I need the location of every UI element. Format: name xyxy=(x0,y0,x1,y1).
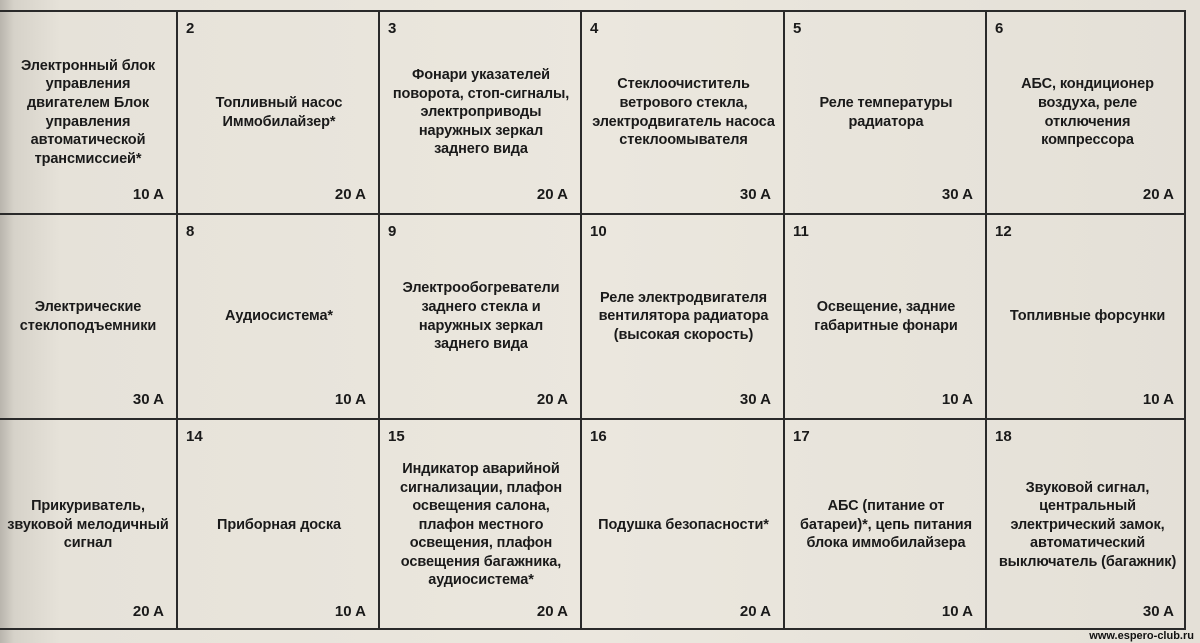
fuse-cell-1 xyxy=(0,10,176,213)
fuse-cell-7 xyxy=(0,213,176,418)
fuse-cell-15 xyxy=(378,418,580,630)
fuse-rating: 10 A xyxy=(334,391,366,408)
fuse-cell-3 xyxy=(378,10,580,213)
watermark: www.espero-club.ru xyxy=(1089,630,1194,642)
fuse-description: Топливный насос Иммобилайзер* xyxy=(215,94,343,130)
fuse-number: 10 xyxy=(590,223,607,240)
fuse-description: Реле температуры радиатора xyxy=(819,94,953,130)
fuse-description: Реле электродвигателя вентилятора радиатора (высокая скорость) xyxy=(598,289,769,343)
fuse-rating: 20 A xyxy=(739,603,771,620)
fuse-description: Фонари указателей поворота, стоп-сигналы, электроприводы наружных зеркал заднего вида xyxy=(392,67,570,158)
fuse-cell-9 xyxy=(378,213,580,418)
fuse-rating: 20 A xyxy=(132,603,164,620)
fuse-cell-13 xyxy=(0,418,176,630)
fuse-description: Звуковой сигнал, центральный электрический замок, автоматический выключатель (багажник) xyxy=(998,479,1177,570)
fuse-rating: 30 A xyxy=(739,186,771,203)
fuse-rating: 20 A xyxy=(536,603,568,620)
fuse-description: Индикатор аварийной сигнализации, плафон освещения салона, плафон местного освещения, плафон освещения багажника, аудиосистема* xyxy=(400,461,562,589)
fuse-number: 9 xyxy=(388,223,397,240)
fuse-cell-16 xyxy=(580,418,783,630)
fuse-rating: 20 A xyxy=(334,186,366,203)
fuse-cell-4 xyxy=(580,10,783,213)
fuse-rating: 10 A xyxy=(941,603,973,620)
fuse-cell-6 xyxy=(985,10,1186,213)
fuse-cell-14 xyxy=(176,418,378,630)
fuse-number: 2 xyxy=(186,20,195,37)
fuse-description: Аудиосистема* xyxy=(225,308,333,325)
fuse-description: Электрические стеклоподъемники xyxy=(19,298,157,334)
fuse-number: 17 xyxy=(793,428,810,445)
fuse-number: 14 xyxy=(186,428,203,445)
fuse-description: Прикуриватель, звуковой мелодичный сигнал xyxy=(7,498,169,552)
fuse-number: 12 xyxy=(995,223,1012,240)
fuse-description: Приборная доска xyxy=(217,516,341,533)
fuse-number: 4 xyxy=(590,20,599,37)
fuse-rating: 20 A xyxy=(536,186,568,203)
fuse-rating: 30 A xyxy=(739,391,771,408)
fuse-rating: 30 A xyxy=(1142,603,1174,620)
fuse-rating: 20 A xyxy=(536,391,568,408)
fuse-cell-12 xyxy=(985,213,1186,418)
fuse-rating: 10 A xyxy=(941,391,973,408)
fuse-rating: 30 A xyxy=(132,391,164,408)
fuse-number: 18 xyxy=(995,428,1012,445)
fuse-number: 6 xyxy=(995,20,1004,37)
fuse-description: Подушка безопасности* xyxy=(598,516,769,533)
fuse-rating: 10 A xyxy=(1142,391,1174,408)
fuse-description: Электронный блок управления двигателем Блок управления автоматической трансмиссией* xyxy=(20,57,156,167)
fuse-description: Стеклоочиститель ветрового стекла, электродвигатель насоса стеклоомывателя xyxy=(592,76,775,149)
fuse-description: АБС, кондиционер воздуха, реле отключения компрессора xyxy=(1021,76,1154,149)
fuse-description: Освещение, задние габаритные фонари xyxy=(814,298,958,334)
fuse-number: 8 xyxy=(186,223,195,240)
fuse-description: Электрообогреватели заднего стекла и наружных зеркал заднего вида xyxy=(402,280,560,353)
fuse-rating: 10 A xyxy=(132,186,164,203)
fuse-number: 16 xyxy=(590,428,607,445)
fuse-rating: 20 A xyxy=(1142,186,1174,203)
fuse-number: 11 xyxy=(793,223,809,240)
fuse-description: Топливные форсунки xyxy=(1009,308,1166,325)
fuse-number: 3 xyxy=(388,20,397,37)
fuse-cell-18 xyxy=(985,418,1186,630)
fuse-cell-17 xyxy=(783,418,985,630)
fuse-rating: 10 A xyxy=(334,603,366,620)
fuse-cell-2 xyxy=(176,10,378,213)
fuse-number: 15 xyxy=(388,428,405,445)
fuse-cell-5 xyxy=(783,10,985,213)
fuse-table xyxy=(0,10,1186,630)
fuse-cell-8 xyxy=(176,213,378,418)
fuse-cell-10 xyxy=(580,213,783,418)
fuse-description: АБС (питание от батареи)*, цепь питания блока иммобилайзера xyxy=(800,498,972,552)
fuse-number: 5 xyxy=(793,20,802,37)
fuse-cell-11 xyxy=(783,213,985,418)
fuse-rating: 30 A xyxy=(941,186,973,203)
